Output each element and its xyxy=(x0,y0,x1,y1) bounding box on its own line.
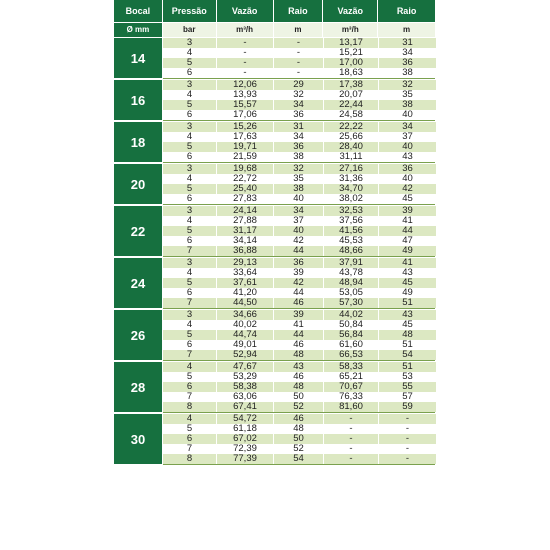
nozzle-performance-table xyxy=(114,0,435,466)
raio-1-cell: 36 xyxy=(274,110,323,120)
vazao-2-cell: - xyxy=(324,414,378,424)
pressao-cell: 4 xyxy=(163,216,216,226)
raio-2-cell: - xyxy=(379,424,436,434)
vazao-2-cell: 17,38 xyxy=(324,80,378,90)
pressao-cell: 7 xyxy=(163,298,216,308)
vazao-2-cell: 24,58 xyxy=(324,110,378,120)
vazao-1-cell: 40,02 xyxy=(217,320,273,330)
raio-1-cell: 36 xyxy=(274,258,323,268)
raio-1-cell: 46 xyxy=(274,414,323,424)
raio-1-cell: 54 xyxy=(274,454,323,464)
bocal-label: 26 xyxy=(114,310,163,360)
pressao-cell: 6 xyxy=(163,68,216,78)
pressao-cell: 5 xyxy=(163,142,216,152)
bocal-label: 20 xyxy=(114,164,163,204)
pressao-cell: 8 xyxy=(163,454,216,464)
raio-1-cell: 32 xyxy=(274,164,323,174)
pressao-cell: 7 xyxy=(163,246,216,256)
group-divider xyxy=(163,464,435,465)
raio-2-cell: 45 xyxy=(379,320,436,330)
pressao-cell: 5 xyxy=(163,226,216,236)
raio-1-cell: 39 xyxy=(274,268,323,278)
bocal-group xyxy=(114,206,435,258)
header-raio-2: Raio xyxy=(378,0,435,22)
vazao-2-cell: 15,21 xyxy=(324,48,378,58)
vazao-1-cell: - xyxy=(217,48,273,58)
vazao-2-cell: 43,78 xyxy=(324,268,378,278)
bocal-group xyxy=(114,414,435,466)
vazao-2-cell: 22,44 xyxy=(324,100,378,110)
pressao-cell: 4 xyxy=(163,268,216,278)
raio-2-cell: 48 xyxy=(379,330,436,340)
group-rows xyxy=(163,310,436,360)
pressao-cell: 5 xyxy=(163,184,216,194)
pressao-cell: 5 xyxy=(163,424,216,434)
unit-bocal: Ø mm xyxy=(114,23,162,37)
vazao-2-cell: - xyxy=(324,434,378,444)
vazao-1-cell: 22,72 xyxy=(217,174,273,184)
pressao-cell: 4 xyxy=(163,48,216,58)
vazao-1-cell: 53,29 xyxy=(217,372,273,382)
raio-1-cell: - xyxy=(274,48,323,58)
vazao-1-cell: 12,06 xyxy=(217,80,273,90)
group-rows xyxy=(163,164,436,204)
vazao-1-cell: 27,88 xyxy=(217,216,273,226)
pressao-cell: 4 xyxy=(163,174,216,184)
vazao-1-cell: 52,94 xyxy=(217,350,273,360)
group-rows xyxy=(163,80,436,120)
raio-1-cell: 48 xyxy=(274,424,323,434)
raio-2-cell: 35 xyxy=(379,90,436,100)
vazao-2-cell: 31,11 xyxy=(324,152,378,162)
table-body xyxy=(114,38,435,466)
raio-1-cell: 31 xyxy=(274,122,323,132)
bocal-group xyxy=(114,38,435,80)
vazao-1-cell: 67,41 xyxy=(217,402,273,412)
vazao-2-cell: 31,36 xyxy=(324,174,378,184)
raio-2-cell: 51 xyxy=(379,362,436,372)
table-row xyxy=(163,350,436,360)
table-row xyxy=(163,68,436,78)
table-row xyxy=(163,454,436,464)
raio-1-cell: 44 xyxy=(274,288,323,298)
raio-2-cell: 31 xyxy=(379,38,436,48)
raio-2-cell: 40 xyxy=(379,142,436,152)
table-row xyxy=(163,194,436,204)
raio-2-cell: 36 xyxy=(379,58,436,68)
vazao-2-cell: 22,22 xyxy=(324,122,378,132)
raio-1-cell: 52 xyxy=(274,444,323,454)
vazao-1-cell: 44,50 xyxy=(217,298,273,308)
raio-2-cell: 51 xyxy=(379,340,436,350)
raio-2-cell: 45 xyxy=(379,194,436,204)
vazao-1-cell: - xyxy=(217,68,273,78)
pressao-cell: 6 xyxy=(163,382,216,392)
pressao-cell: 6 xyxy=(163,110,216,120)
pressao-cell: 6 xyxy=(163,236,216,246)
table-row xyxy=(163,246,436,256)
pressao-cell: 8 xyxy=(163,402,216,412)
vazao-2-cell: 32,53 xyxy=(324,206,378,216)
raio-2-cell: 32 xyxy=(379,80,436,90)
raio-1-cell: 48 xyxy=(274,350,323,360)
vazao-2-cell: 13,17 xyxy=(324,38,378,48)
vazao-2-cell: 61,60 xyxy=(324,340,378,350)
pressao-cell: 3 xyxy=(163,164,216,174)
vazao-2-cell: 17,00 xyxy=(324,58,378,68)
raio-2-cell: - xyxy=(379,454,436,464)
table-row xyxy=(163,298,436,308)
raio-2-cell: 43 xyxy=(379,268,436,278)
vazao-2-cell: 37,56 xyxy=(324,216,378,226)
vazao-2-cell: 57,30 xyxy=(324,298,378,308)
vazao-2-cell: 81,60 xyxy=(324,402,378,412)
vazao-1-cell: 24,14 xyxy=(217,206,273,216)
table-row xyxy=(163,152,436,162)
pressao-cell: 3 xyxy=(163,80,216,90)
raio-2-cell: 43 xyxy=(379,152,436,162)
raio-1-cell: 32 xyxy=(274,90,323,100)
raio-2-cell: 49 xyxy=(379,288,436,298)
vazao-1-cell: 63,06 xyxy=(217,392,273,402)
raio-1-cell: 34 xyxy=(274,100,323,110)
pressao-cell: 3 xyxy=(163,206,216,216)
raio-1-cell: 48 xyxy=(274,382,323,392)
vazao-2-cell: 53,05 xyxy=(324,288,378,298)
pressao-cell: 3 xyxy=(163,38,216,48)
raio-1-cell: 39 xyxy=(274,310,323,320)
vazao-2-cell: 70,67 xyxy=(324,382,378,392)
raio-1-cell: 50 xyxy=(274,392,323,402)
raio-2-cell: - xyxy=(379,444,436,454)
vazao-2-cell: 65,21 xyxy=(324,372,378,382)
vazao-1-cell: 19,71 xyxy=(217,142,273,152)
vazao-1-cell: 15,57 xyxy=(217,100,273,110)
raio-1-cell: 38 xyxy=(274,152,323,162)
raio-2-cell: 49 xyxy=(379,246,436,256)
raio-2-cell: 39 xyxy=(379,206,436,216)
unit-vazao-2: m³/h xyxy=(323,23,377,37)
vazao-2-cell: 27,16 xyxy=(324,164,378,174)
raio-2-cell: 41 xyxy=(379,216,436,226)
vazao-2-cell: 50,84 xyxy=(324,320,378,330)
group-rows xyxy=(163,206,436,256)
raio-1-cell: 40 xyxy=(274,194,323,204)
vazao-2-cell: 25,66 xyxy=(324,132,378,142)
units-row xyxy=(114,23,435,37)
vazao-1-cell: 29,13 xyxy=(217,258,273,268)
bocal-label: 28 xyxy=(114,362,163,412)
raio-1-cell: 43 xyxy=(274,362,323,372)
raio-2-cell: 34 xyxy=(379,48,436,58)
pressao-cell: 7 xyxy=(163,350,216,360)
pressao-cell: 6 xyxy=(163,152,216,162)
bocal-label: 30 xyxy=(114,414,163,464)
raio-2-cell: 45 xyxy=(379,278,436,288)
raio-2-cell: 34 xyxy=(379,122,436,132)
raio-2-cell: 51 xyxy=(379,298,436,308)
vazao-2-cell: - xyxy=(324,454,378,464)
header-raio-1: Raio xyxy=(274,0,323,22)
pressao-cell: 5 xyxy=(163,278,216,288)
raio-1-cell: 41 xyxy=(274,320,323,330)
pressao-cell: 4 xyxy=(163,90,216,100)
pressao-cell: 4 xyxy=(163,414,216,424)
raio-2-cell: - xyxy=(379,434,436,444)
vazao-1-cell: 47,67 xyxy=(217,362,273,372)
vazao-1-cell: 21,59 xyxy=(217,152,273,162)
vazao-2-cell: 44,02 xyxy=(324,310,378,320)
pressao-cell: 3 xyxy=(163,258,216,268)
pressao-cell: 6 xyxy=(163,340,216,350)
table-row xyxy=(163,402,436,412)
bocal-label: 22 xyxy=(114,206,163,256)
vazao-1-cell: 49,01 xyxy=(217,340,273,350)
vazao-1-cell: 19,68 xyxy=(217,164,273,174)
vazao-1-cell: 61,18 xyxy=(217,424,273,434)
bocal-label: 16 xyxy=(114,80,163,120)
vazao-2-cell: 37,91 xyxy=(324,258,378,268)
raio-1-cell: 38 xyxy=(274,184,323,194)
raio-1-cell: 37 xyxy=(274,216,323,226)
header-vazao-2: Vazão xyxy=(323,0,377,22)
raio-2-cell: 53 xyxy=(379,372,436,382)
pressao-cell: 6 xyxy=(163,288,216,298)
vazao-2-cell: 38,02 xyxy=(324,194,378,204)
vazao-2-cell: 28,40 xyxy=(324,142,378,152)
raio-1-cell: - xyxy=(274,68,323,78)
vazao-1-cell: 37,61 xyxy=(217,278,273,288)
table-row xyxy=(163,110,436,120)
pressao-cell: 3 xyxy=(163,122,216,132)
vazao-1-cell: 31,17 xyxy=(217,226,273,236)
raio-2-cell: 47 xyxy=(379,236,436,246)
vazao-2-cell: 48,94 xyxy=(324,278,378,288)
pressao-cell: 5 xyxy=(163,58,216,68)
vazao-1-cell: 34,66 xyxy=(217,310,273,320)
vazao-1-cell: 36,88 xyxy=(217,246,273,256)
raio-1-cell: 52 xyxy=(274,402,323,412)
vazao-1-cell: 34,14 xyxy=(217,236,273,246)
vazao-2-cell: 56,84 xyxy=(324,330,378,340)
group-rows xyxy=(163,362,436,412)
raio-2-cell: 40 xyxy=(379,174,436,184)
pressao-cell: 5 xyxy=(163,330,216,340)
vazao-2-cell: 76,33 xyxy=(324,392,378,402)
vazao-1-cell: - xyxy=(217,38,273,48)
header-bocal: Bocal xyxy=(114,0,162,22)
raio-2-cell: 38 xyxy=(379,68,436,78)
bocal-label: 14 xyxy=(114,38,163,78)
raio-2-cell: 36 xyxy=(379,164,436,174)
pressao-cell: 4 xyxy=(163,320,216,330)
pressao-cell: 5 xyxy=(163,372,216,382)
raio-1-cell: 35 xyxy=(274,174,323,184)
unit-raio-2: m xyxy=(378,23,435,37)
bocal-group xyxy=(114,80,435,122)
raio-1-cell: 42 xyxy=(274,236,323,246)
vazao-1-cell: - xyxy=(217,58,273,68)
raio-1-cell: 46 xyxy=(274,372,323,382)
vazao-1-cell: 17,06 xyxy=(217,110,273,120)
vazao-1-cell: 25,40 xyxy=(217,184,273,194)
vazao-2-cell: 66,53 xyxy=(324,350,378,360)
bocal-group xyxy=(114,258,435,310)
vazao-2-cell: - xyxy=(324,424,378,434)
raio-1-cell: 44 xyxy=(274,330,323,340)
vazao-1-cell: 41,20 xyxy=(217,288,273,298)
pressao-cell: 4 xyxy=(163,362,216,372)
raio-2-cell: 40 xyxy=(379,110,436,120)
raio-2-cell: 55 xyxy=(379,382,436,392)
header-pressao: Pressão xyxy=(163,0,216,22)
bocal-group xyxy=(114,310,435,362)
raio-1-cell: 29 xyxy=(274,80,323,90)
pressao-cell: 7 xyxy=(163,444,216,454)
raio-1-cell: - xyxy=(274,58,323,68)
header-row xyxy=(114,0,435,22)
vazao-1-cell: 44,74 xyxy=(217,330,273,340)
raio-1-cell: 34 xyxy=(274,206,323,216)
vazao-2-cell: - xyxy=(324,444,378,454)
raio-2-cell: - xyxy=(379,414,436,424)
raio-1-cell: 46 xyxy=(274,340,323,350)
pressao-cell: 3 xyxy=(163,310,216,320)
raio-1-cell: 50 xyxy=(274,434,323,444)
raio-2-cell: 54 xyxy=(379,350,436,360)
bocal-group xyxy=(114,122,435,164)
vazao-2-cell: 20,07 xyxy=(324,90,378,100)
vazao-2-cell: 34,70 xyxy=(324,184,378,194)
bocal-label: 24 xyxy=(114,258,163,308)
header-vazao-1: Vazão xyxy=(217,0,273,22)
vazao-1-cell: 58,38 xyxy=(217,382,273,392)
raio-1-cell: 40 xyxy=(274,226,323,236)
raio-1-cell: 34 xyxy=(274,132,323,142)
unit-vazao-1: m³/h xyxy=(217,23,273,37)
vazao-2-cell: 18,63 xyxy=(324,68,378,78)
raio-2-cell: 42 xyxy=(379,184,436,194)
unit-pressao: bar xyxy=(163,23,216,37)
raio-2-cell: 41 xyxy=(379,258,436,268)
group-rows xyxy=(163,38,436,78)
vazao-1-cell: 13,93 xyxy=(217,90,273,100)
vazao-1-cell: 72,39 xyxy=(217,444,273,454)
raio-1-cell: 46 xyxy=(274,298,323,308)
vazao-1-cell: 54,72 xyxy=(217,414,273,424)
raio-2-cell: 44 xyxy=(379,226,436,236)
vazao-2-cell: 41,56 xyxy=(324,226,378,236)
vazao-1-cell: 17,63 xyxy=(217,132,273,142)
vazao-2-cell: 48,66 xyxy=(324,246,378,256)
raio-2-cell: 37 xyxy=(379,132,436,142)
raio-2-cell: 43 xyxy=(379,310,436,320)
raio-2-cell: 57 xyxy=(379,392,436,402)
vazao-2-cell: 58,33 xyxy=(324,362,378,372)
pressao-cell: 5 xyxy=(163,100,216,110)
raio-2-cell: 59 xyxy=(379,402,436,412)
bocal-label: 18 xyxy=(114,122,163,162)
bocal-group xyxy=(114,164,435,206)
pressao-cell: 4 xyxy=(163,132,216,142)
raio-2-cell: 38 xyxy=(379,100,436,110)
raio-1-cell: 44 xyxy=(274,246,323,256)
vazao-2-cell: 45,53 xyxy=(324,236,378,246)
group-rows xyxy=(163,258,436,308)
raio-1-cell: - xyxy=(274,38,323,48)
vazao-1-cell: 33,64 xyxy=(217,268,273,278)
pressao-cell: 6 xyxy=(163,194,216,204)
unit-raio-1: m xyxy=(274,23,323,37)
raio-1-cell: 36 xyxy=(274,142,323,152)
vazao-1-cell: 67,02 xyxy=(217,434,273,444)
vazao-1-cell: 15,26 xyxy=(217,122,273,132)
vazao-1-cell: 77,39 xyxy=(217,454,273,464)
vazao-1-cell: 27,83 xyxy=(217,194,273,204)
pressao-cell: 6 xyxy=(163,434,216,444)
group-rows xyxy=(163,414,436,464)
group-rows xyxy=(163,122,436,162)
pressao-cell: 7 xyxy=(163,392,216,402)
bocal-group xyxy=(114,362,435,414)
raio-1-cell: 42 xyxy=(274,278,323,288)
